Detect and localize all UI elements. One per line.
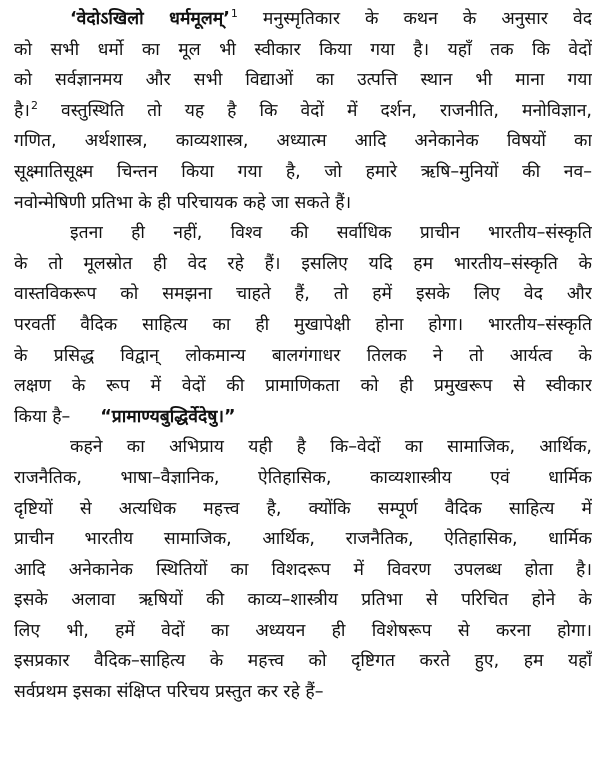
text-line: ‘वेदोऽखिलो धर्ममूलम्’$^1$ मनुस्मृतिकार के कथन के अनुसार वेद [70, 7, 592, 29]
paragraph-importance-of-vedas [14, 432, 592, 707]
sanskrit-quote: “प्रामाण्यबुद्धिर्वेदेषु।” [100, 406, 236, 427]
text-line: लिए भी, हमें वेदों का अध्ययन ही विशेषरूप से करना होगा। [14, 620, 592, 641]
text-line: वास्तविकरूप को समझना चाहते हैं, तो हमें इसके लिए वेद और [14, 284, 592, 305]
text-line: इसप्रकार वैदिक–साहित्य के महत्त्व को दृष्टिगत करते हुए, हम यहाँ [14, 651, 592, 672]
text-line: गणित, अर्थशास्त्र, काव्यशास्त्र, अध्यात्म आदि अनेकानेक विषयों का [14, 131, 592, 152]
text-line: कहने का अभिप्राय यही है कि–वेदों का सामाजिक, आर्थिक, [70, 437, 592, 458]
text-line: को सर्वज्ञानमय और सभी विद्याओं का उत्पत्ति स्थान भी माना गया [14, 70, 592, 91]
text-line: है।$^2$ वस्तुस्थिति तो यह है कि वेदों में दर्शन, राजनीति, मनोविज्ञान, [14, 98, 592, 121]
text-line: सर्वप्रथम इसका संक्षिप्त परिचय प्रस्तुत कर रहे हैं– [14, 682, 324, 703]
text-line: को सभी धर्मो का मूल भी स्वीकार किया गया है। यहाँ तक कि वेदों [14, 39, 592, 60]
text-line: इसके अलावा ऋषियों की काव्य–शास्त्रीय प्रतिभा से परिचित होने के [14, 590, 592, 611]
text-line: सूक्ष्मातिसूक्ष्म चिन्तन किया गया है, जो हमारे ऋषि–मुनियों की नव– [14, 161, 592, 182]
footnote-marker: 1 [230, 7, 238, 21]
sanskrit-quote: ‘वेदोऽखिलो धर्ममूलम्’ [70, 9, 230, 29]
text-line: परवर्ती वैदिक साहित्य का ही मुखापेक्षी होना होगा। भारतीय–संस्कृति [14, 314, 592, 335]
text-line: के प्रसिद्ध विद्वान् लोकमान्य बालगंगाधर तिलक ने तो आर्यत्व के [14, 345, 592, 366]
text-line: दृष्टियों से अत्यधिक महत्त्व है, क्योंकि सम्पूर्ण वैदिक साहित्य में [14, 498, 592, 519]
footnote-marker: 2 [30, 98, 38, 112]
text-line: आदि अनेकानेक स्थितियों का विशदरूप में विवरण उपलब्ध होता है। [14, 559, 592, 580]
text-line: प्राचीन भारतीय सामाजिक, आर्थिक, राजनैतिक, ऐतिहासिक, धार्मिक [14, 529, 592, 550]
text-line: के तो मूलस्रोत ही वेद रहे हैं। इसलिए यदि हम भारतीय–संस्कृति के [14, 253, 592, 274]
text-line: इतना ही नहीं, विश्व की सर्वाधिक प्राचीन भारतीय–संस्कृति [70, 223, 592, 244]
text-line: लक्षण के रूप में वेदों की प्रामाणिकता को ही प्रमुखरूप से स्वीकार [14, 376, 592, 397]
text-line: राजनैतिक, भाषा–वैज्ञानिक, ऐतिहासिक, काव्यशास्त्रीय एवं धार्मिक [14, 467, 592, 488]
paragraph-vedas-root-of-dharma [14, 4, 592, 218]
text-line: किया है– “प्रामाण्यबुद्धिर्वेदेषु।” [14, 406, 236, 427]
paragraph-indian-culture [14, 218, 592, 432]
text-line: नवोन्मेषिणी प्रतिभा के ही परिचायक कहे जा सकते हैं। [14, 192, 352, 213]
